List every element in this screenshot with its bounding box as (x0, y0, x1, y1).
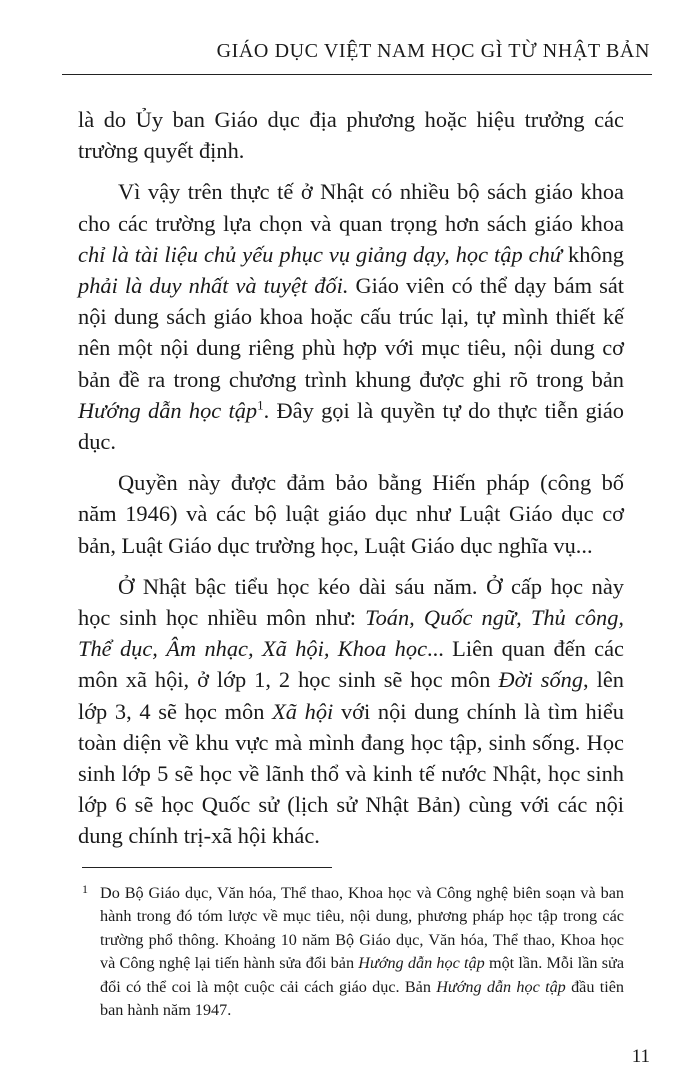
footnote-text-e: đầu tiên ban hành năm 1947. (100, 977, 624, 1020)
main-text (78, 104, 624, 852)
footnote-italic-d: Hướng dẫn học tập (436, 977, 566, 996)
running-header (62, 34, 652, 75)
page-number: 11 (631, 1046, 650, 1067)
footnote-number: 1 (82, 882, 88, 896)
paragraph-2-text-e: Giáo viên có thể dạy bám sát nội dung sách giáo khoa hoặc cấu trúc lại, tự mình thiết kế nên một nội dung riêng phù hợp với mục tiêu, nội dung cơ bản đề ra trong chương trình khung được ghi rõ trong bản (78, 273, 624, 392)
paragraph-2 (78, 176, 624, 457)
paragraph-2-text-a: Vì vậy trên thực tế ở Nhật có nhiều bộ sách giáo khoa cho các trường lựa chọn và quan trọng hơn sách giáo khoa (78, 179, 624, 236)
paragraph-2-italic-d: phải là duy nhất và tuyệt đối. (78, 273, 349, 299)
paragraph-2-italic-b: chỉ là tài liệu chủ yếu phục vụ giảng dạy, học tập chứ (78, 241, 563, 267)
paragraph-2-text-c: không (562, 241, 624, 267)
paragraph-3: Quyền này được đảm bảo bằng Hiến pháp (công bố năm 1946) và các bộ luật giáo dục như Luật Giáo dục cơ bản, Luật Giáo dục trường học, Luật Giáo dục nghĩa vụ... (78, 470, 624, 558)
paragraph-2-italic-f: Hướng dẫn học tập (78, 397, 258, 423)
paragraph-4-italic-d: Đời sống (498, 667, 584, 693)
paragraph-4-italic-f: Xã hội (272, 698, 334, 724)
paragraph-4-text-g: với nội dung chính là tìm hiểu toàn diện về khu vực mà mình đang học tập, sinh sống. Học sinh lớp 5 sẽ học về lãnh thổ và kinh tế nước Nhật, học sinh lớp 6 sẽ học Quốc sử (lịch sử Nhật Bản) cùng với các nội dung chính trị-xã hội khác. (78, 698, 624, 849)
footnote (82, 882, 624, 1022)
paragraph-4-italic-b: Toán, Quốc ngữ, Thủ công, Thể dục, Âm nhạc, Xã hội, Khoa học (78, 605, 624, 662)
book-title: GIÁO DỤC VIỆT NAM HỌC GÌ TỪ NHẬT BẢN (216, 40, 650, 62)
paragraph-1: là do Ủy ban Giáo dục địa phương hoặc hiệu trưởng các trường quyết định. (78, 107, 624, 164)
footnote-reference[interactable]: 1 (257, 397, 264, 413)
footnote-text-c: một lần. Mỗi lần sửa đổi có thể coi là một cuộc cải cách giáo dục. Bản (100, 954, 624, 996)
footnote-italic-b: Hướng dẫn học tập (358, 954, 485, 973)
footnote-divider (82, 867, 332, 868)
paragraph-4-text-e: , lên lớp 3, 4 sẽ học môn (78, 667, 624, 724)
paragraph-2-text-h: . Đây gọi là quyền tự do thực tiễn giáo dục. (78, 397, 624, 455)
footnote-text-a: Do Bộ Giáo dục, Văn hóa, Thể thao, Khoa học và Công nghệ biên soạn và ban hành trong đó tóm lược về mục tiêu, nội dung, phương pháp học tập trong các trường phổ thông. Khoảng 10 năm Bộ Giáo dục, Văn hóa, Thể thao, Khoa học và Công nghệ lại tiến hành sửa đổi bản (100, 884, 624, 973)
footnote-text (100, 882, 624, 1022)
paragraph-4-text-a: Ở Nhật bậc tiểu học kéo dài sáu năm. Ở cấp học này học sinh học nhiều môn như: (78, 573, 624, 631)
paragraph-4-text-c: ... Liên quan đến các môn xã hội, ở lớp 1, 2 học sinh sẽ học môn (78, 636, 624, 693)
paragraph-4 (78, 571, 624, 852)
